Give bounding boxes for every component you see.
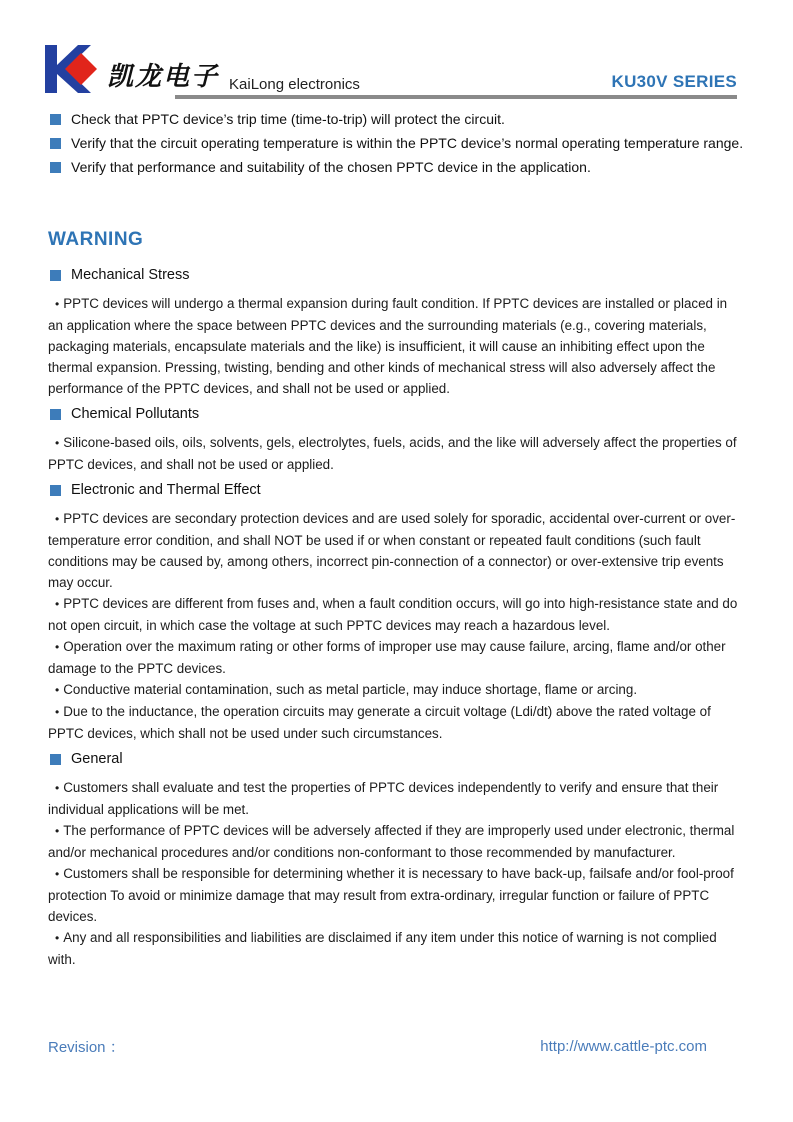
warning-paragraph <box>48 293 745 399</box>
dot-bullet-icon: • <box>55 705 60 719</box>
list-item <box>48 155 745 179</box>
company-name-english: KaiLong electronics <box>229 76 360 93</box>
square-bullet-icon <box>50 162 61 173</box>
warning-paragraph <box>48 701 745 744</box>
paragraph-text: The performance of PPTC devices will be adversely affected if they are improperly used under electronic, thermal and/or mechanical procedures and/or conditions non-conformant to those recommended by manufacturer. <box>48 823 735 860</box>
list-item <box>48 107 745 131</box>
dot-bullet-icon: • <box>55 512 60 526</box>
section-heading-text: Electronic and Thermal Effect <box>71 482 261 498</box>
warning-paragraph <box>48 432 745 475</box>
dot-bullet-icon: • <box>55 781 60 795</box>
square-bullet-icon <box>50 114 61 125</box>
warning-paragraph <box>48 820 745 863</box>
paragraph-text: PPTC devices are different from fuses and, when a fault condition occurs, will go into high-resistance state and do not open circuit, in which case the voltage at such PPTC devices may reach a hazardous level. <box>48 596 738 633</box>
warning-paragraph <box>48 636 745 679</box>
warning-paragraph <box>48 679 745 701</box>
series-title: KU30V SERIES <box>611 72 737 91</box>
company-name-chinese: 凯龙电子 <box>107 62 220 92</box>
dot-bullet-icon: • <box>55 297 60 311</box>
header-divider <box>175 95 737 99</box>
page-footer <box>48 1036 707 1057</box>
intro-bullet-text: Verify that performance and suitability of the chosen PPTC device in the application. <box>71 159 591 175</box>
warning-paragraph <box>48 593 745 636</box>
kailong-logo-icon <box>45 42 99 96</box>
warning-sections <box>48 265 745 970</box>
square-bullet-icon <box>50 485 61 496</box>
warning-paragraph <box>48 927 745 970</box>
intro-bullet-text: Verify that the circuit operating temperature is within the PPTC device’s normal operating temperature range. <box>71 135 744 151</box>
dot-bullet-icon: • <box>55 867 60 881</box>
square-bullet-icon <box>50 138 61 149</box>
dot-bullet-icon: • <box>55 931 60 945</box>
website-link[interactable]: http://www.cattle-ptc.com <box>540 1038 707 1055</box>
dot-bullet-icon: • <box>55 824 60 838</box>
section-heading-text: Chemical Pollutants <box>71 406 200 422</box>
square-bullet-icon <box>50 409 61 420</box>
paragraph-text: Customers shall evaluate and test the properties of PPTC devices independently to verify and ensure that their individual applications will be met. <box>48 780 719 817</box>
section-heading-text: General <box>71 751 123 767</box>
paragraph-text: Silicone-based oils, oils, solvents, gels, electrolytes, fuels, acids, and the like will adversely affect the properties of PPTC devices, and shall not be used or applied. <box>48 435 737 472</box>
paragraph-text: PPTC devices are secondary protection devices and are used solely for sporadic, accidental over-current or over-temperature error condition, and shall NOT be used if or when constant or repeated fault conditions (such fault conditions may be caused by, among others, incorrect pin-connection of a connector) or over-extensive trip events may occur. <box>48 511 736 590</box>
revision-label: Revision ： <box>48 1039 125 1056</box>
section-heading-text: Mechanical Stress <box>71 267 190 283</box>
section-heading-mechanical-stress <box>48 265 745 286</box>
paragraph-text: Conductive material contamination, such as metal particle, may induce shortage, flame or arcing. <box>63 682 638 697</box>
paragraph-text: PPTC devices will undergo a thermal expansion during fault condition. If PPTC devices are installed or placed in an application where the space between PPTC devices and the surrounding materials (e.g., covering materials, packaging materials, encapsulate materials and the like) is insufficient, it will cause an inhibiting effect upon the thermal expansion. Pressing, twisting, bending and other kinds of mechanical stress will also adversely affect the performance of the PPTC devices, and shall not be used or applied. <box>48 296 728 396</box>
intro-checklist <box>48 107 745 179</box>
paragraph-text: Operation over the maximum rating or other forms of improper use may cause failure, arcing, flame and/or other damage to the PPTC devices. <box>48 639 726 676</box>
dot-bullet-icon: • <box>55 436 60 450</box>
section-heading-electronic-thermal-effect <box>48 480 745 501</box>
paragraph-text: Customers shall be responsible for determining whether it is necessary to have back-up, failsafe and/or fool-proof protection To avoid or minimize damage that may result from extra-ordinary, irregular function or failure of PPTC devices. <box>48 866 734 924</box>
warning-paragraph <box>48 508 745 593</box>
warning-paragraph <box>48 777 745 820</box>
square-bullet-icon <box>50 270 61 281</box>
paragraph-text: Any and all responsibilities and liabilities are disclaimed if any item under this notice of warning is not complied with. <box>48 930 717 967</box>
page-header <box>45 42 737 98</box>
header-row <box>45 42 737 96</box>
paragraph-text: Due to the inductance, the operation circuits may generate a circuit voltage (Ldi/dt) above the rated voltage of PPTC devices, which shall not be used under such circumstances. <box>48 704 711 741</box>
list-item <box>48 131 745 155</box>
dot-bullet-icon: • <box>55 640 60 654</box>
warning-paragraph <box>48 863 745 927</box>
dot-bullet-icon: • <box>55 597 60 611</box>
section-heading-chemical-pollutants <box>48 404 745 425</box>
dot-bullet-icon: • <box>55 683 60 697</box>
intro-bullet-text: Check that PPTC device’s trip time (time-to-trip) will protect the circuit. <box>71 111 505 127</box>
warning-title: WARNING <box>48 229 144 250</box>
square-bullet-icon <box>50 754 61 765</box>
section-heading-general <box>48 749 745 770</box>
